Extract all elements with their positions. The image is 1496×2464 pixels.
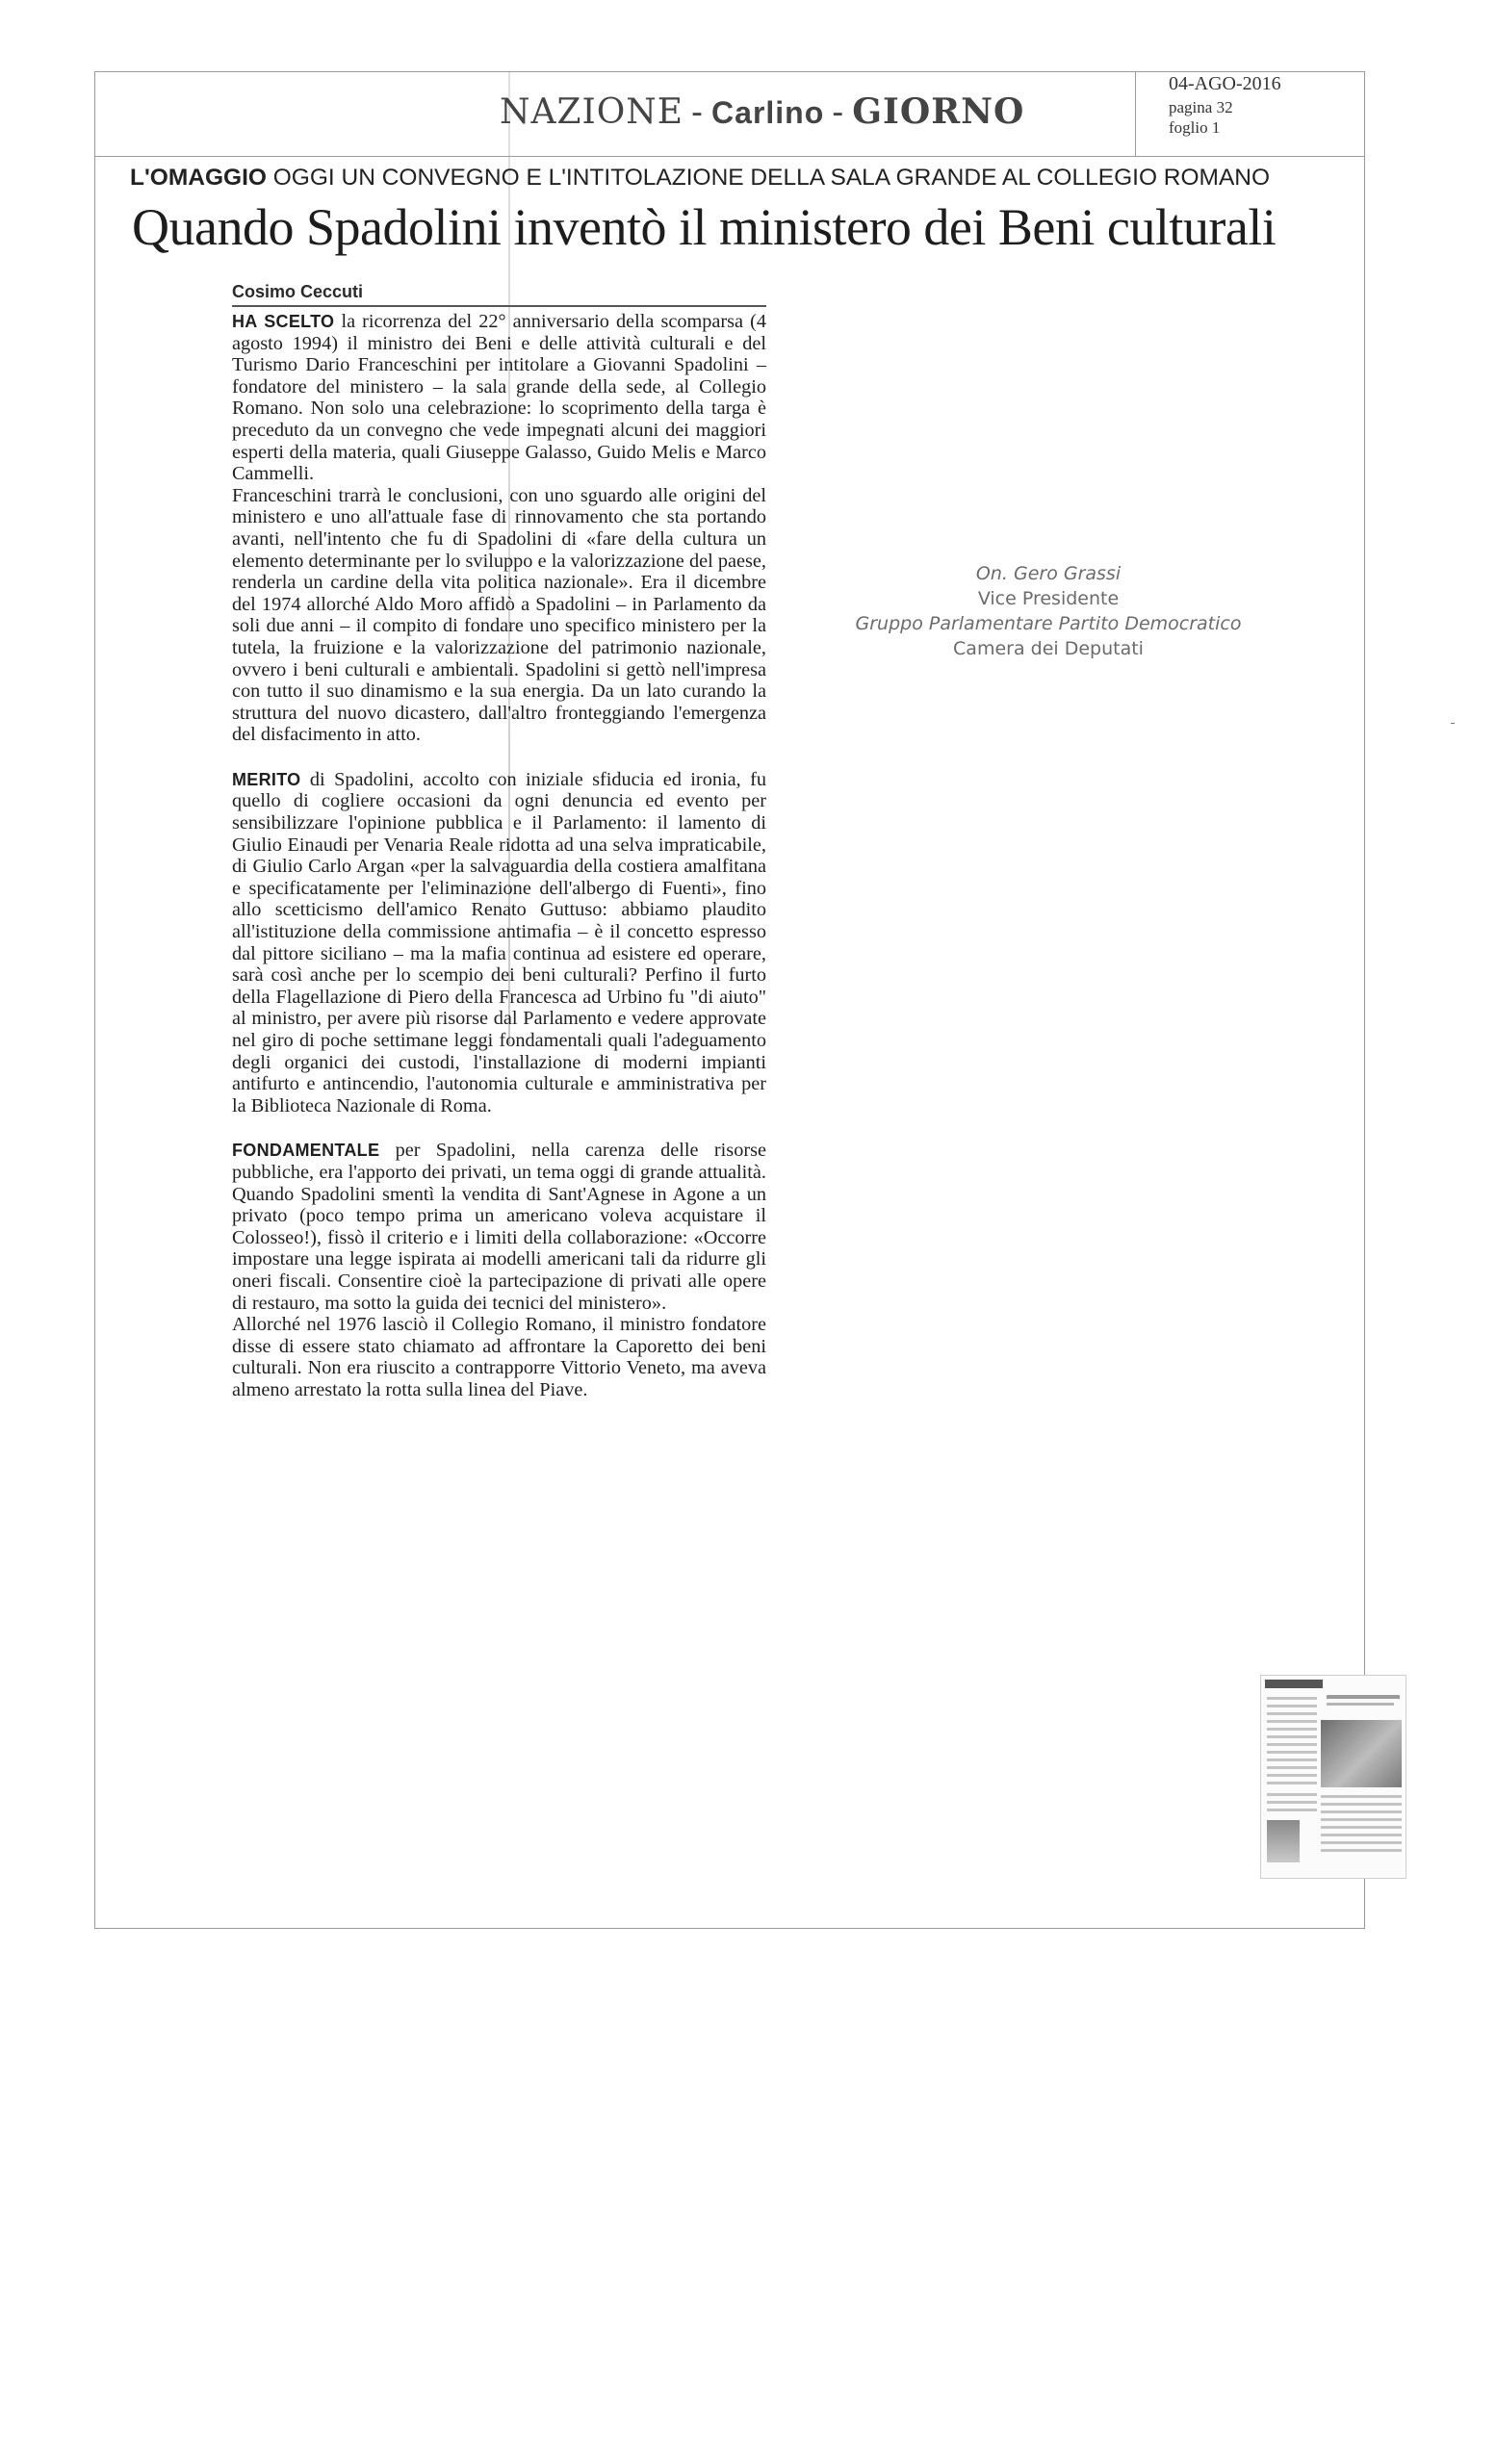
signature-stamp — [827, 561, 1270, 661]
thumbnail-text-line — [1321, 1795, 1402, 1798]
thumbnail-text-line — [1267, 1766, 1317, 1769]
stamp-role: Vice Presidente — [977, 588, 1120, 609]
paragraph-lead: FONDAMENTALE — [232, 1141, 380, 1161]
thumbnail-subheadline — [1327, 1703, 1394, 1706]
thumbnail-text-line — [1321, 1803, 1402, 1806]
thumbnail-headline — [1327, 1695, 1400, 1699]
masthead-nazione: NAZIONE — [500, 92, 684, 132]
thumbnail-text-line — [1267, 1705, 1317, 1707]
stamp-chamber: Camera dei Deputati — [953, 638, 1144, 659]
thumbnail-photo — [1321, 1720, 1402, 1787]
thumbnail-text-line — [1321, 1841, 1402, 1844]
thumbnail-header — [1265, 1680, 1323, 1688]
thumbnail-text-line — [1321, 1826, 1402, 1829]
paragraph-text: la ricorrenza del 22° anniversario della scomparsa (4 agosto 1994) il ministro dei Beni e delle attività culturali e del Turismo Dario Franceschini per intitolare a Giovanni Spadolini – fondatore del ministero – la sala grande della sede, al Collegio Romano. Non solo una celebrazione: lo scoprimento della targa è preceduto da un convegno che vede impegnati alcuni dei maggiori esperti della materia, quali Giuseppe Galasso, Guido Melis e Marco Cammelli. — [232, 311, 766, 485]
thumbnail-text-line — [1267, 1720, 1317, 1723]
paragraph: Allorché nel 1976 lasciò il Collegio Romano, il ministro fondatore disse di essere stato chiamato ad affrontare la Caporetto dei beni culturali. Non era riuscito a contrapporre Vittorio Veneto, ma aveva almeno arrestato la rotta sulla linea del Piave. — [232, 1314, 766, 1400]
paragraph — [232, 311, 766, 485]
thumbnail-text-line — [1267, 1735, 1317, 1738]
sheet-number: foglio 1 — [1169, 118, 1221, 137]
masthead-separator: - — [691, 91, 705, 131]
thumbnail-text-line — [1321, 1834, 1402, 1836]
thumbnail-text-line — [1321, 1818, 1402, 1821]
paragraph-text: per Spadolini, nella carenza delle risorse pubbliche, era l'apporto dei privati, un tema oggi di grande attualità. Quando Spadolini smentì la vendita di Sant'Agnese in Agone a un privato (poco tempo prima un americano voleva acquistare il Colosseo!), fissò il criterio e i limiti della collaborazione: «Occorre impostare una legge ispirata ai modelli americani tali da ridurre gli oneri fiscali. Consentire cioè la partecipazione di privati alle opere di restauro, ma sotto la guida dei tecnici del ministero». — [232, 1140, 766, 1314]
kicker-lead: L'OMAGGIO — [130, 165, 267, 191]
masthead-carlino: Carlino — [711, 95, 825, 130]
paragraph — [232, 769, 766, 1117]
thumbnail-text-line — [1321, 1810, 1402, 1813]
thumbnail-portrait — [1267, 1820, 1300, 1862]
thumbnail-text-line — [1267, 1782, 1317, 1784]
thumbnail-text-line — [1267, 1728, 1317, 1731]
article-kicker — [130, 165, 1270, 192]
article-headline: Quando Spadolini inventò il ministero dei Beni culturali — [132, 198, 1277, 256]
scan-mark — [1451, 723, 1455, 724]
paragraph: Franceschini trarrà le conclusioni, con uno sguardo alle origini del ministero e uno all'attuale fase di rinnovamento che sta portando avanti, nell'intento che fu di Spadolini di «fare della cultura un elemento determinante per lo sviluppo e la valorizzazione del paese, renderla un cardine della vita politica nazionale». Era il dicembre del 1974 allorché Aldo Moro affidò a Spadolini – in Parlamento da soli due anni – il compito di fondare uno specifico ministero per la tutela, la fruizione e la valorizzazione del patrimonio nazionale, ovvero i beni culturali e ambientali. Spadolini si gettò nell'impresa con tutto il suo dinamismo e la sua energia. Da un lato curando la struttura del nuovo dicastero, dall'altro fronteggiando l'emergenza del disfacimento in atto. — [232, 484, 766, 746]
thumbnail-text-line — [1267, 1801, 1317, 1804]
publication-date: 04-AGO-2016 — [1169, 73, 1281, 94]
thumbnail-text-line — [1267, 1743, 1317, 1746]
masthead-bar — [95, 72, 1364, 157]
stamp-name: On. Gero Grassi — [975, 563, 1122, 584]
thumbnail-text-line — [1321, 1849, 1402, 1852]
thumbnail-text-line — [1267, 1809, 1317, 1811]
date-box — [1135, 72, 1364, 157]
page-number: pagina 32 — [1169, 98, 1233, 116]
thumbnail-text-line — [1267, 1793, 1317, 1796]
stamp-group: Gruppo Parlamentare Partito Democratico — [855, 613, 1242, 634]
masthead — [500, 91, 1024, 132]
masthead-giorno: GIORNO — [852, 91, 1025, 132]
masthead-separator: - — [832, 91, 845, 131]
thumbnail-text-line — [1267, 1751, 1317, 1754]
clipping-sheet — [94, 71, 1365, 1929]
article-body — [232, 311, 766, 1401]
author-divider — [232, 305, 766, 307]
kicker-text: OGGI UN CONVEGNO E L'INTITOLAZIONE DELLA SALA GRANDE AL COLLEGIO ROMANO — [272, 165, 1271, 191]
paragraph-text: di Spadolini, accolto con iniziale sfiducia ed ironia, fu quello di cogliere occasioni da ogni denuncia ed evento per sensibilizzare l'opinione pubblica e il Parlamento: il lamento di Giulio Einaudi per Venaria Reale ridotta ad una selva impraticabile, di Giulio Carlo Argan «per la salvaguardia della costiera amalfitana e specificatamente per l'eliminazione dell'albergo di Fuenti», fino allo scetticismo dell'amico Renato Guttuso: abbiamo plaudito all'istituzione della commissione antimafia – è il concetto espresso dal pittore siciliano – ma la mafia continua ad esistere ed operare, sarà così anche per lo scempio dei beni culturali? Perfino il furto della Flagellazione di Piero della Francesca ad Urbino fu "di aiuto" al ministro, per avere più risorse dal Parlamento e vedere approvate nel giro di poche settimane leggi fondamentali quali l'adeguamento degli organici dei custodi, l'installazione di moderni impianti antifurto e antincendio, l'autonomia culturale e amministrativa per la Biblioteca Nazionale di Roma. — [232, 768, 766, 1116]
paragraph-lead: MERITO — [232, 769, 301, 789]
thumbnail-text-line — [1267, 1758, 1317, 1761]
article-author: Cosimo Ceccuti — [232, 282, 364, 301]
paragraph — [232, 1140, 766, 1314]
thumbnail-text-line — [1267, 1774, 1317, 1777]
page-thumbnail — [1260, 1675, 1406, 1879]
thumbnail-text-line — [1267, 1697, 1317, 1700]
paragraph-lead: HA SCELTO — [232, 312, 335, 331]
thumbnail-text-line — [1267, 1712, 1317, 1715]
